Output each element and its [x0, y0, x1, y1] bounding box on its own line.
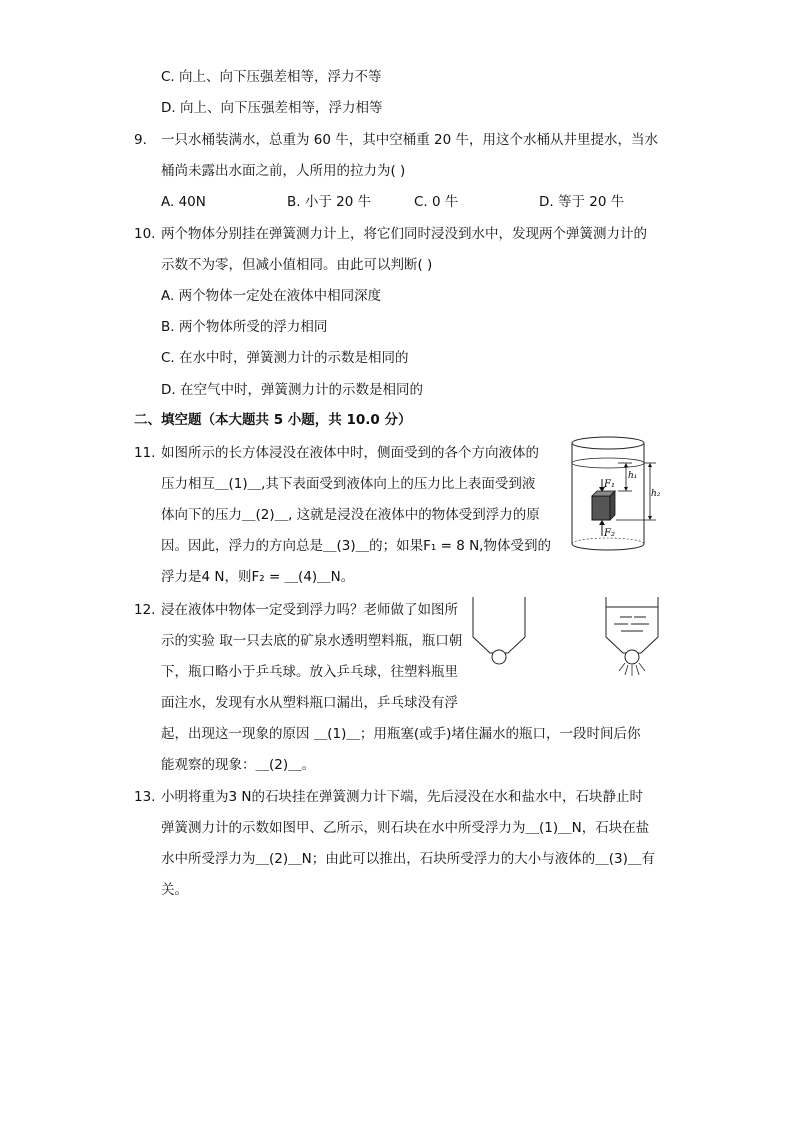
q10-stem-line-2: 示数不为零，但减小值相同。由此可以判断( ) — [161, 257, 433, 273]
q9-option-b: B. 小于 20 牛 — [287, 194, 372, 210]
q11-label-h1: h₁ — [628, 471, 638, 481]
q10-stem-line-1: 两个物体分别挂在弹簧测力计上，将它们同时浸没到水中，发现两个弹簧测力计的 — [161, 226, 647, 242]
q9-option-a: A. 40N — [161, 194, 206, 210]
q12-number: 12. — [134, 602, 156, 618]
q10-option-a: A. 两个物体一定处在液体中相同深度 — [161, 288, 382, 304]
q11-stem-line-2: 压力相互＿(1)＿,其下表面受到液体向上的压力比上表面受到液 — [161, 476, 536, 492]
q13-stem-line-2: 弹簧测力计的示数如图甲、乙所示，则石块在水中所受浮力为＿(1)＿N，石块在盐 — [161, 820, 650, 836]
section-heading-fill-in: 二、填空题（本大题共 5 小题，共 10.0 分） — [134, 412, 412, 428]
q13-stem-line-3: 水中所受浮力为＿(2)＿N；由此可以推出，石块所受浮力的大小与液体的＿(3)＿有 — [161, 851, 655, 867]
q11-stem-line-1: 如图所示的长方体浸没在液体中时，侧面受到的各个方向液体的 — [161, 445, 539, 461]
q12-stem-line-5: 起，出现这一现象的原因 ＿(1)＿；用瓶塞(或手)堵住漏水的瓶口，一段时间后你 — [161, 726, 641, 742]
q11-label-f1: F₁ — [604, 479, 615, 490]
q12-bottle-empty-figure — [470, 595, 528, 675]
q11-label-f2: F₂ — [604, 528, 615, 539]
q11-stem-line-4: 因。因此，浮力的方向总是＿(3)＿的；如果F₁ = 8 N,物体受到的 — [161, 538, 551, 554]
q9-option-d: D. 等于 20 牛 — [539, 194, 625, 210]
q8-option-d: D. 向上、向下压强差相等，浮力相等 — [161, 100, 383, 116]
q12-stem-line-3: 下，瓶口略小于乒乓球。放入乒乓球，往塑料瓶里 — [161, 664, 458, 680]
q11-cylinder-figure — [566, 434, 666, 556]
q9-stem-line-1: 一只水桶装满水，总重为 60 牛，其中空桶重 20 牛，用这个水桶从井里提水，当水 — [161, 132, 659, 148]
q11-number: 11. — [134, 445, 156, 461]
q13-stem-line-4: 关。 — [161, 882, 188, 898]
q12-stem-line-2: 示的实验 取一只去底的矿泉水透明塑料瓶，瓶口朝 — [161, 633, 463, 649]
q13-number: 13. — [134, 789, 156, 805]
q10-option-d: D. 在空气中时，弹簧测力计的示数是相同的 — [161, 382, 423, 398]
q10-option-b: B. 两个物体所受的浮力相同 — [161, 319, 328, 335]
q12-stem-line-4: 面注水，发现有水从塑料瓶口漏出，乒乓球没有浮 — [161, 695, 458, 711]
q12-stem-line-1: 浸在液体中物体一定受到浮力吗？老师做了如图所 — [161, 602, 458, 618]
q9-stem-line-2: 桶尚未露出水面之前，人所用的拉力为( ) — [161, 163, 406, 179]
q11-stem-line-3: 体向下的压力＿(2)＿, 这就是浸没在液体中的物体受到浮力的原 — [161, 507, 540, 523]
q11-label-h2: h₂ — [651, 489, 661, 499]
q8-option-c: C. 向上、向下压强差相等，浮力不等 — [161, 69, 382, 85]
q10-number: 10. — [134, 226, 156, 242]
q9-number: 9. — [134, 132, 147, 148]
q11-stem-line-5: 浮力是4 N，则F₂ = ＿(4)＿N。 — [161, 569, 355, 585]
q9-option-c: C. 0 牛 — [414, 194, 459, 210]
q12-bottle-water-figure — [603, 595, 661, 687]
q13-stem-line-1: 小明将重为3 N的石块挂在弹簧测力计下端，先后浸没在水和盐水中，石块静止时 — [161, 789, 643, 805]
q10-option-c: C. 在水中时，弹簧测力计的示数是相同的 — [161, 350, 409, 366]
q12-stem-line-6: 能观察的现象：＿(2)＿。 — [161, 757, 316, 773]
